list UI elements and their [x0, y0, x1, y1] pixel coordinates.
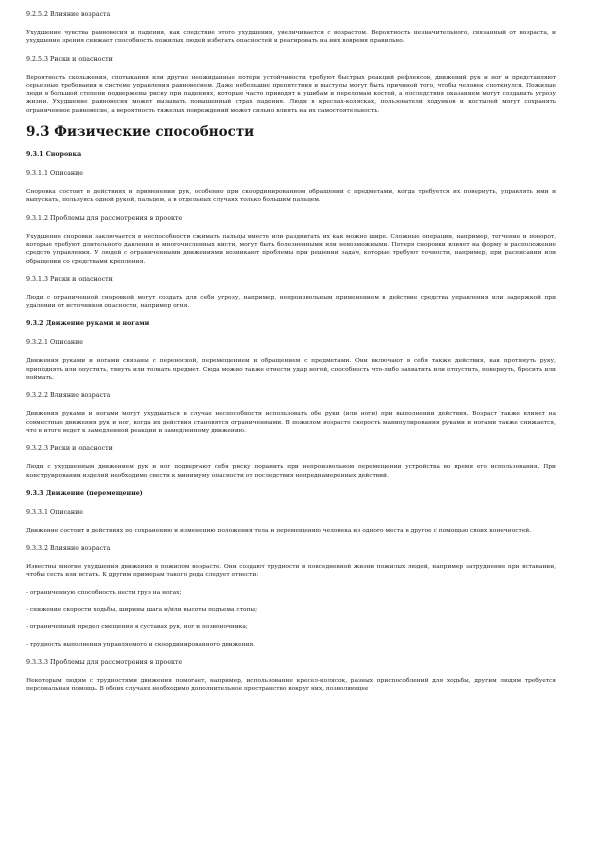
- heading-9-3-3-3: 9.3.3.3 Проблемы для рассмотрения в проекте: [26, 658, 183, 666]
- list-item: - ограниченную способность нести груз на ногах;: [26, 589, 182, 596]
- heading-9-3-1-1: 9.3.1.1 Описание: [26, 170, 83, 178]
- paragraph: Вероятность скольжения, спотыкания или другие неожиданные потери устойчивости требуют быстрых реакций рефлексов, движений рук и ног и представляют серьезные требования к системе управления равновесием. Даже небольшие препятствия и выступы могут быть причиной того, чтобы человек споткнулся. Пожилые люди в большой степени подвержены риску при падениях, которые часто приводят к ушибам и переломам костей, а последствия оказанием могут создавать угрозу жизни. Ухудшение равновесия может вызывать повышенный страх падения. Люди в креслах-колясках, пользователи ходунков и костылей могут сохранять ограниченное равновесие, а вероятность тяжелых повреждений может сильно влиять на их самостоятельность.: [26, 74, 556, 114]
- paragraph: Движения руками и ногами связаны с переноской, перемещением и обращением с предметами. Они включают в себя также действия, как протянуть руку, приподнять или опустить, тянуть или толкать предмет. Сюда можно также отнести удар ногой, способность что-либо захватить или отпустить, повернуть, бросить или поймать.: [26, 358, 556, 382]
- section-title-9-3: 9.3 Физические способности: [26, 124, 255, 141]
- paragraph: Люди с ограниченной сноровкой могут создать для себя угрозу, например, непроизвольным применением в действие средства управления или задержкой при удалении от источников опасности, например огня.: [26, 294, 556, 310]
- heading-9-3-3-1: 9.3.3.1 Описание: [26, 508, 83, 516]
- heading-9-3-2-1: 9.3.2.1 Описание: [26, 339, 83, 347]
- paragraph: Ухудшение сноровки заключается в неспособности сжимать пальцы вместе или раздвигать их как можно шире. Сложные операции, например, тегчение и поворот, которые требуют длительного давления и многочисленных кисти, могут быть болезненными или невозможными. Потеря сноровки влияет на форму и расположение средств управления. У людей с ограниченными движениями возникают проблемы при решении задач, которые требуют точности, например, при расписании или обращении со средствами крепления.: [26, 233, 556, 265]
- paragraph: Известны многие ухудшения движения в пожилом возрасте. Они создают трудности в повседневной жизни пожилых людей, например затруднение при вставании, чтобы сесть или встать. К другим примерам такого рода следует отнести:: [26, 564, 556, 579]
- paragraph: Движение состоит в действиях по сохранению и изменению положения тела и перемещению человека из одного места в другое с помощью своих конечностей.: [26, 527, 532, 534]
- heading-9-3-2-2: 9.3.2.2 Влияние возраста: [26, 392, 111, 400]
- heading-9-3-1-3: 9.3.1.3 Риски и опасности: [26, 275, 113, 283]
- list-item: - снижение скорости ходьбы, ширины шага и/или высоты подъема стопы;: [26, 607, 258, 614]
- heading-9-3-2-3: 9.3.2.3 Риски и опасности: [26, 445, 113, 453]
- heading-9-3-1: 9.3.1 Сноровка: [26, 151, 82, 159]
- paragraph: Люди с ухудшенным движением рук и ног подвергают себя риску поранить при непроизвольном перемещении устройства во время его использования. При конструировании изделий необходимо свести к минимуму опасности от последствия непреднамеренных действий.: [26, 464, 556, 479]
- list-item: - ограниченный предел смещения в суставах рук, ног и позвоночника;: [26, 624, 248, 631]
- heading-9-3-1-2: 9.3.1.2 Проблемы для рассмотрения в проекте: [26, 214, 183, 222]
- document-page: [26, 10, 556, 703]
- heading-9-3-2: 9.3.2 Движение руками и ногами: [26, 320, 150, 328]
- heading-9-2-5-2: 9.2.5.2 Влияние возраста: [26, 11, 111, 18]
- paragraph: Движения руками и ногами могут ухудшаться в случае неспособности использовать обе руки (или ноги) при выполнении действия. Возраст также влияет на совместные движения рук и ног, когда их действия становятся ограниченными. В пожилом возрасте скорость манипулирования руками и ногами также снижается, что в итоге ведет к замедленной реакции и замедленному движению.: [26, 411, 556, 434]
- list-item: - трудность выполнения управляемого и скоординированного движения.: [26, 641, 256, 648]
- heading-9-2-5-3: 9.2.5.3 Риски и опасности: [26, 55, 113, 63]
- paragraph: Сноровка состоит в действиях и применении рук, особенно при скоординированном обращении с предметами, когда требуется их повернуть, управлять ими и выпускать, пользуясь одной рукой, пальцем, а в отдельных случаях только большим пальцем.: [26, 189, 556, 204]
- paragraph: Ухудшение чувства равновесия и падения, как следствие этого ухудшения, увеличивается с возрастом. Вероятность незначительного, связанный от возраста, и ухудшение зрения снижает способность пожилых людей избегать опасностей и реагировать на них вовремя правильно.: [26, 30, 556, 45]
- paragraph: Некоторым людям с трудностями движения помогает, например, использование кресел-колясок, разных приспособлений для ходьбы, другим людям требуется персональная помощь. В обоих случаях необходимо дополнительное пространство вокруг них, позволяющее: [26, 677, 556, 693]
- heading-9-3-3-2: 9.3.3.2 Влияние возраста: [26, 545, 111, 553]
- heading-9-3-3: 9.3.3 Движение (перемещение): [26, 489, 143, 497]
